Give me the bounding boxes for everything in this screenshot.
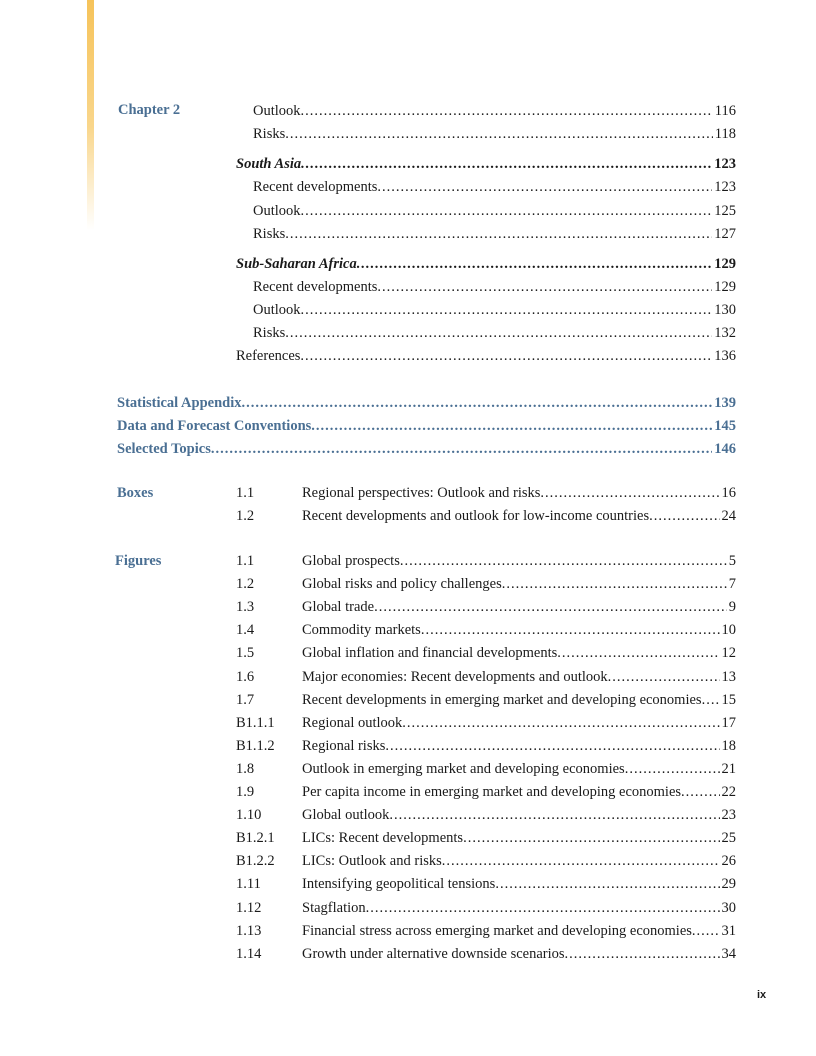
toc-entry[interactable]	[253, 224, 736, 244]
figure-entry-number: B1.2.2	[236, 853, 275, 870]
figure-entry-number: 1.5	[236, 645, 255, 662]
dot-leader	[540, 483, 719, 503]
figure-entry-page: 5	[728, 553, 736, 569]
dot-leader	[692, 921, 720, 941]
figure-entry-page: 26	[721, 853, 736, 870]
figure-entry-number: 1.9	[236, 784, 255, 800]
figure-entry-page: 13	[721, 668, 736, 685]
box-entry-page: 24	[721, 508, 736, 524]
toc-section-title: Statistical Appendix	[117, 395, 242, 411]
box-entry-title: Recent developments and outlook for low-income countries	[302, 508, 650, 524]
toc-entry-title: Risks	[253, 325, 286, 341]
dot-leader	[211, 439, 712, 459]
toc-entry[interactable]	[253, 201, 736, 221]
figure-entry-title: Global outlook	[302, 807, 390, 824]
figure-entry-title: Major economies: Recent developments and outlook	[302, 668, 608, 685]
dot-leader	[702, 690, 720, 710]
toc-entry-page: 130	[714, 302, 736, 318]
dot-leader	[301, 154, 712, 174]
figure-entry[interactable]	[302, 736, 736, 756]
toc-section-data-conventions[interactable]	[117, 416, 736, 436]
figure-entry-title: Global prospects	[302, 553, 400, 569]
figure-entry-title: Financial stress across emerging market and developing economies	[302, 922, 692, 939]
figure-entry-number: 1.11	[236, 876, 261, 893]
figure-entry-title: Regional outlook	[302, 714, 403, 731]
toc-entry[interactable]	[253, 124, 736, 144]
figure-entry-page: 18	[721, 737, 736, 754]
figure-entry-page: 12	[721, 645, 736, 662]
chapter-label: Chapter 2	[118, 102, 181, 118]
box-entry-title: Regional perspectives: Outlook and risks	[302, 485, 541, 501]
toc-section-title: Data and Forecast Conventions	[117, 418, 312, 434]
toc-section-page: 145	[714, 418, 736, 434]
figure-entry-number: 1.14	[236, 945, 262, 962]
figure-entry[interactable]	[302, 898, 736, 918]
figure-entry-number: 1.4	[236, 622, 255, 639]
figure-entry-title: Recent developments in emerging market and developing economies	[302, 691, 702, 708]
dot-leader	[285, 124, 713, 144]
box-entry[interactable]	[302, 483, 736, 503]
toc-entry-page: 132	[714, 325, 736, 341]
toc-entry-title: Sub-Saharan Africa	[236, 256, 357, 272]
figure-entry-page: 25	[721, 830, 736, 847]
toc-section-statistical-appendix[interactable]	[117, 393, 736, 413]
toc-entry-page: 118	[714, 126, 736, 142]
toc-entry-references[interactable]	[236, 346, 736, 366]
dot-leader	[400, 551, 727, 571]
dot-leader	[374, 597, 727, 617]
figure-entry[interactable]	[302, 759, 736, 779]
figure-entry-number: 1.6	[236, 668, 255, 685]
dot-leader	[495, 874, 719, 894]
toc-entry[interactable]	[253, 323, 736, 343]
dot-leader	[357, 254, 713, 274]
toc-entry-page: 125	[714, 203, 736, 219]
figure-entry-page: 21	[721, 760, 736, 777]
toc-section-title: Selected Topics	[117, 441, 211, 457]
figure-entry-page: 34	[721, 945, 736, 962]
figure-entry-page: 17	[721, 714, 736, 731]
box-entry-number: 1.2	[236, 508, 255, 524]
figure-entry-page: 7	[728, 576, 736, 593]
toc-entry-page: 123	[714, 179, 736, 195]
boxes-label: Boxes	[117, 485, 154, 501]
figure-entry[interactable]	[302, 690, 736, 710]
figure-entry[interactable]	[302, 713, 736, 733]
dot-leader	[301, 101, 713, 121]
figure-entry[interactable]	[302, 643, 736, 663]
toc-region-entry[interactable]	[236, 254, 736, 274]
figure-entry[interactable]	[302, 574, 736, 594]
toc-entry-title: Risks	[253, 126, 286, 142]
figure-entry-number: B1.2.1	[236, 830, 275, 847]
figure-entry[interactable]	[302, 874, 736, 894]
toc-section-page: 146	[714, 441, 736, 457]
dot-leader	[402, 713, 719, 733]
figure-entry[interactable]	[302, 828, 736, 848]
figure-entry-title: Per capita income in emerging market and developing economies	[302, 784, 682, 800]
figure-entry-title: Commodity markets	[302, 622, 421, 639]
figure-entry-title: Outlook in emerging market and developing economies	[302, 760, 625, 777]
figure-entry[interactable]	[302, 620, 736, 640]
figure-entry-title: Global risks and policy challenges	[302, 576, 502, 593]
figure-entry-title: Growth under alternative downside scenarios	[302, 945, 565, 962]
toc-entry-page: 136	[714, 348, 736, 364]
dot-leader	[625, 759, 720, 779]
figure-entry[interactable]	[302, 597, 736, 617]
figure-entry-page: 9	[728, 599, 736, 616]
figure-entry-title: Stagflation	[302, 899, 366, 916]
dot-leader	[301, 300, 713, 320]
figure-entry[interactable]	[302, 921, 736, 941]
dot-leader	[389, 805, 719, 825]
figure-entry-number: 1.7	[236, 691, 255, 708]
toc-section-page: 139	[714, 395, 736, 411]
figure-entry-number: 1.3	[236, 599, 255, 616]
dot-leader	[502, 574, 727, 594]
dot-leader	[285, 224, 712, 244]
dot-leader	[377, 177, 712, 197]
figure-entry-page: 22	[721, 784, 736, 800]
figure-entry-number: 1.8	[236, 760, 255, 777]
figure-entry-page: 29	[721, 876, 736, 893]
dot-leader	[557, 643, 719, 663]
dot-leader	[300, 346, 712, 366]
toc-entry-title: Recent developments	[253, 279, 378, 295]
toc-entry-page: 116	[714, 103, 736, 119]
figure-entry-number: 1.1	[236, 553, 255, 569]
figure-entry-number: B1.1.1	[236, 714, 275, 731]
dot-leader	[301, 201, 713, 221]
toc-entry-title: Recent developments	[253, 179, 378, 195]
figure-entry[interactable]	[302, 782, 736, 802]
page-accent-bar	[87, 0, 94, 230]
page-number: ix	[757, 989, 767, 1001]
figures-label: Figures	[115, 553, 162, 569]
toc-section-selected-topics[interactable]	[117, 439, 736, 459]
box-entry-number: 1.1	[236, 485, 255, 501]
toc-entry-title: Outlook	[253, 302, 301, 318]
toc-entry[interactable]	[253, 277, 736, 297]
figure-entry-number: 1.2	[236, 576, 255, 593]
figure-entry-number: 1.13	[236, 922, 262, 939]
toc-entry-page: 123	[714, 156, 736, 172]
figure-entry[interactable]	[302, 805, 736, 825]
toc-entry-title: Risks	[253, 226, 286, 242]
figure-entry-page: 30	[721, 899, 736, 916]
dot-leader	[421, 620, 720, 640]
figure-entry-page: 23	[721, 807, 736, 824]
toc-entry[interactable]	[253, 177, 736, 197]
figure-entry[interactable]	[302, 944, 736, 964]
dot-leader	[311, 416, 712, 436]
box-entry-page: 16	[721, 485, 736, 501]
dot-leader	[649, 506, 719, 526]
figure-entry[interactable]	[302, 667, 736, 687]
dot-leader	[608, 667, 720, 687]
dot-leader	[463, 828, 719, 848]
figure-entry-number: 1.10	[236, 807, 262, 824]
dot-leader	[565, 944, 720, 964]
toc-entry-page: 129	[714, 279, 736, 295]
figure-entry-title: Global trade	[302, 599, 375, 616]
figure-entry-title: LICs: Outlook and risks	[302, 853, 442, 870]
toc-region-entry[interactable]	[236, 154, 736, 174]
toc-entry-title: Outlook	[253, 103, 301, 119]
toc-entry[interactable]	[253, 101, 736, 121]
figure-entry-title: Intensifying geopolitical tensions	[302, 876, 496, 893]
dot-leader	[385, 736, 719, 756]
dot-leader	[377, 277, 712, 297]
box-entry[interactable]	[302, 506, 736, 526]
dot-leader	[366, 898, 720, 918]
figure-entry-page: 31	[721, 922, 736, 939]
figure-entry-number: B1.1.2	[236, 737, 275, 754]
toc-entry-title: References	[236, 348, 301, 364]
figure-entry[interactable]	[302, 851, 736, 871]
toc-entry-page: 129	[714, 256, 736, 272]
dot-leader	[681, 782, 719, 802]
toc-entry-page: 127	[714, 226, 736, 242]
dot-leader	[442, 851, 720, 871]
toc-entry[interactable]	[253, 300, 736, 320]
figure-entry-title: Regional risks	[302, 737, 386, 754]
toc-entry-title: Outlook	[253, 203, 301, 219]
dot-leader	[241, 393, 712, 413]
figure-entry-title: LICs: Recent developments	[302, 830, 464, 847]
figure-entry-number: 1.12	[236, 899, 262, 916]
figure-entry[interactable]	[302, 551, 736, 571]
dot-leader	[285, 323, 712, 343]
figure-entry-page: 15	[721, 691, 736, 708]
figure-entry-page: 10	[721, 622, 736, 639]
figure-entry-title: Global inflation and financial developments	[302, 645, 558, 662]
toc-entry-title: South Asia	[236, 156, 302, 172]
